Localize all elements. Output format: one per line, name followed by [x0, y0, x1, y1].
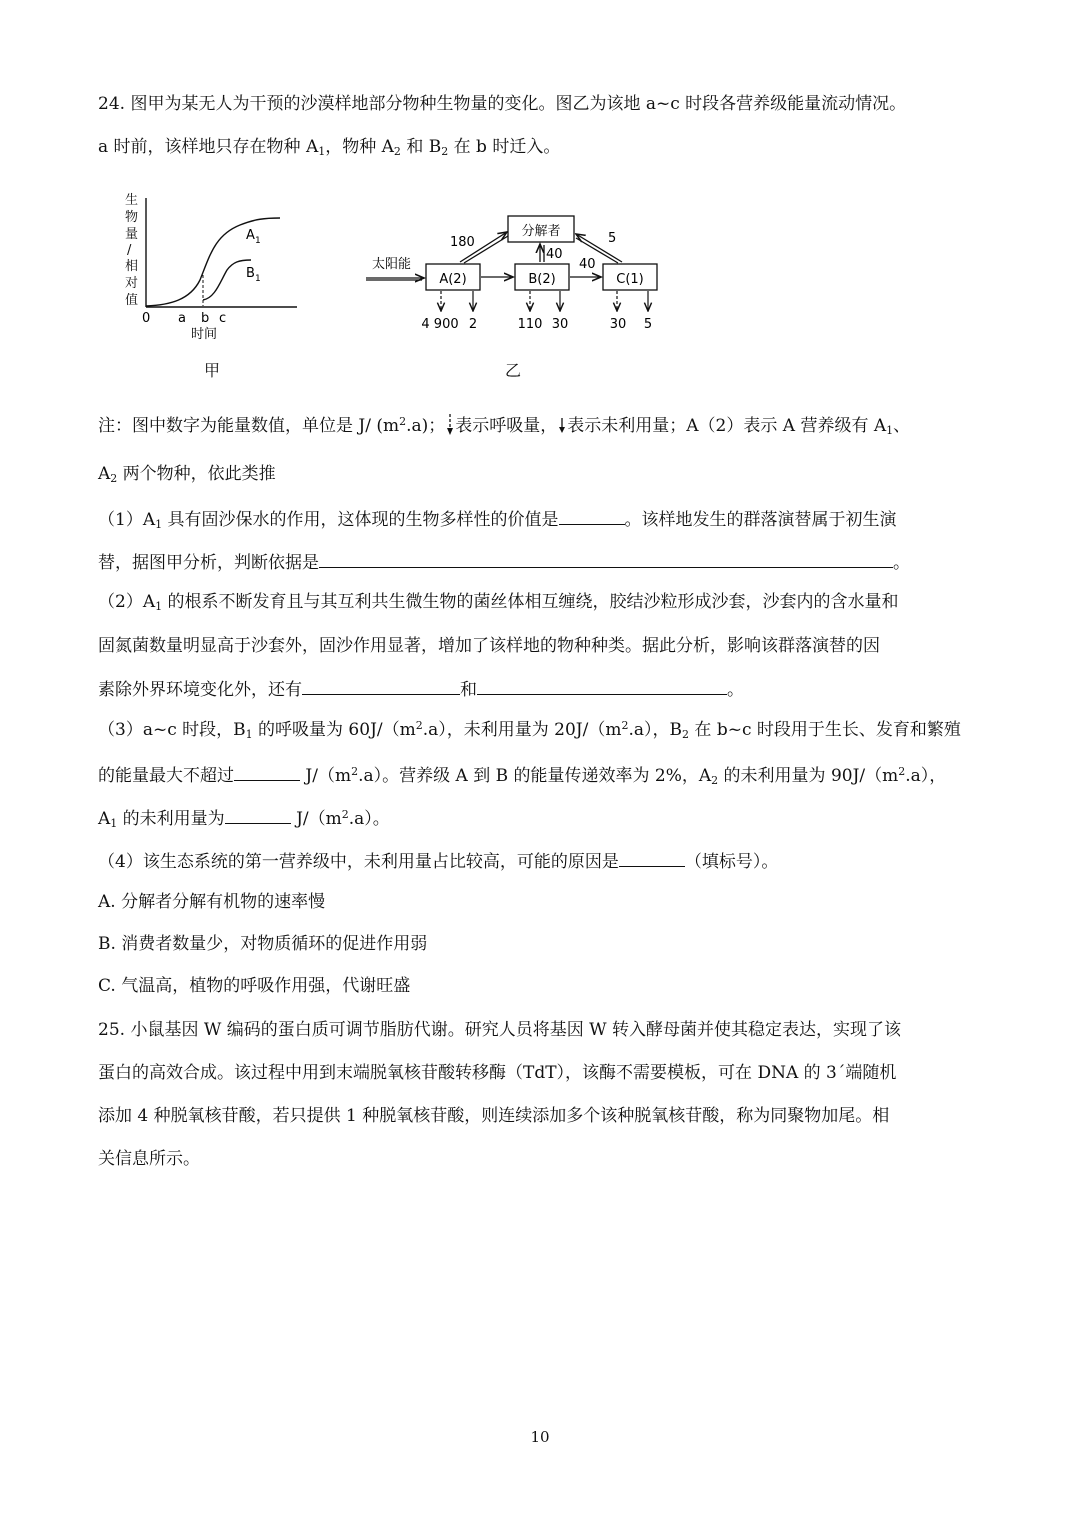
q4-option-b: B. 消费者数量少，对物质循环的促进作用弱	[98, 934, 428, 954]
svg-text:b: b	[201, 311, 210, 326]
q25-line-1: 25. 小鼠基因 W 编码的蛋白质可调节脂肪代谢。研究人员将基因 W 转入酵母菌并使其稳定表达，实现了该	[98, 1020, 901, 1040]
svg-text:110: 110	[517, 317, 543, 332]
svg-text:B: B	[246, 266, 255, 281]
svg-text:1: 1	[255, 274, 261, 284]
svg-text:0: 0	[142, 311, 151, 326]
svg-text:相: 相	[125, 259, 139, 274]
answer-blank[interactable]	[302, 676, 460, 695]
figure-jia-graph	[115, 190, 305, 340]
q3-line-3: $A_1$ 的未利用量为 $J/(m^2.a)$。	[98, 805, 390, 831]
svg-text:量: 量	[125, 227, 139, 242]
page-number: 10	[530, 1428, 550, 1446]
q1-line-2: 替，据图甲分析，判断依据是 。	[98, 549, 910, 575]
unused-solid-arrow-icon	[557, 415, 567, 435]
svg-text:/: /	[127, 243, 132, 258]
svg-text:30: 30	[551, 317, 569, 332]
svg-text:2: 2	[468, 317, 478, 332]
q2-line-2: 固氮菌数量明显高于沙套外，固沙作用显著，增加了该样地的物种种类。据此分析，影响该群落演替的因	[98, 636, 880, 656]
svg-text:40: 40	[546, 247, 563, 262]
q3-line-1: （3）a~c 时段，$B_1$ 的呼吸量为 $60J/(m^2.a)$，未利用量为 $20J/(m^2.a)$，$B_2$ 在 b~c 时段用于生长、发育和繁殖	[98, 719, 961, 741]
svg-text:分解者: 分解者	[521, 224, 561, 239]
answer-blank[interactable]	[319, 549, 893, 568]
y-axis-label	[125, 192, 138, 308]
figure-yi-caption: 乙	[505, 361, 522, 380]
svg-text:值: 值	[125, 293, 139, 308]
figure-yi-flow-diagram	[360, 208, 670, 338]
svg-text:A(2): A(2)	[439, 272, 467, 287]
svg-text:5: 5	[608, 231, 617, 246]
q3-line-2: 的能量最大不超过 $J/(m^2.a)$。营养级 A 到 B 的能量传递效率为 2%，$A_2$ 的未利用量为 $90J/(m^2.a)$，	[98, 762, 946, 788]
curve-b1	[203, 260, 251, 300]
q24-line-2: a 时前，该样地只存在物种 $A_1$，物种 $A_2$ 和 $B_2$ 在 b 时迁入。	[98, 137, 561, 158]
q25-line-3: 添加 4 种脱氧核苷酸，若只提供 1 种脱氧核苷酸，则连续添加多个该种脱氧核苷酸，称为同聚物加尾。相	[98, 1106, 890, 1126]
answer-blank[interactable]	[234, 762, 300, 781]
svg-text:5: 5	[643, 317, 653, 332]
q1-line-1: $(1)A_1$ 具有固沙保水的作用，这体现的生物多样性的价值是 。该样地发生的群落演替属于初生演	[98, 506, 897, 532]
svg-text:180: 180	[450, 235, 475, 250]
q25-line-4: 关信息所示。	[98, 1149, 200, 1169]
svg-text:40: 40	[579, 257, 596, 272]
q24-line-1: 24. 图甲为某无人为干预的沙漠样地部分物种生物量的变化。图乙为该地 a~c 时段各营养级能量流动情况。	[98, 94, 907, 114]
note-line-2: $A_2$ 两个物种，依此类推	[98, 464, 276, 485]
answer-blank[interactable]	[477, 676, 727, 695]
answer-blank[interactable]	[225, 805, 291, 824]
svg-text:对: 对	[125, 276, 139, 291]
figure-jia-caption: 甲	[204, 361, 221, 380]
curve-a1	[146, 218, 280, 306]
svg-text:生: 生	[125, 193, 139, 208]
svg-text:c: c	[219, 311, 227, 326]
q4-option-a: A. 分解者分解有机物的速率慢	[98, 892, 326, 912]
answer-blank[interactable]	[619, 848, 685, 867]
svg-text:太阳能: 太阳能	[372, 257, 412, 272]
q2-line-3: 素除外界环境变化外，还有 和 。	[98, 676, 744, 702]
q4-line-1: （4）该生态系统的第一营养级中，未利用量占比较高，可能的原因是 （填标号）。	[98, 848, 778, 874]
svg-text:30: 30	[609, 317, 627, 332]
respiration-dashed-arrow-icon	[445, 413, 455, 437]
svg-text:物: 物	[125, 210, 139, 225]
svg-text:A: A	[246, 228, 255, 243]
q4-option-c: C. 气温高，植物的呼吸作用强，代谢旺盛	[98, 976, 411, 996]
svg-text:4 900: 4 900	[421, 317, 459, 332]
svg-text:时间: 时间	[191, 327, 218, 340]
svg-text:1: 1	[255, 236, 261, 246]
note-line-1: 注：图中数字为能量数值，单位是 J/ $(m^2.a)$； 表示呼吸量， 表示未利用量；A（2）表示 A 营养级有 $A_1$、	[98, 415, 911, 437]
svg-text:a: a	[178, 311, 186, 326]
answer-blank[interactable]	[559, 506, 625, 525]
svg-text:B(2): B(2)	[528, 272, 556, 287]
svg-text:C(1): C(1)	[616, 272, 644, 287]
q25-line-2: 蛋白的高效合成。该过程中用到末端脱氧核苷酸转移酶（TdT），该酶不需要模板，可在 DNA 的 3´端随机	[98, 1063, 897, 1083]
q2-line-1: $(2)A_1$ 的根系不断发育且与其互利共生微生物的菌丝体相互缠绕，胶结沙粒形成沙套，沙套内的含水量和	[98, 592, 899, 613]
